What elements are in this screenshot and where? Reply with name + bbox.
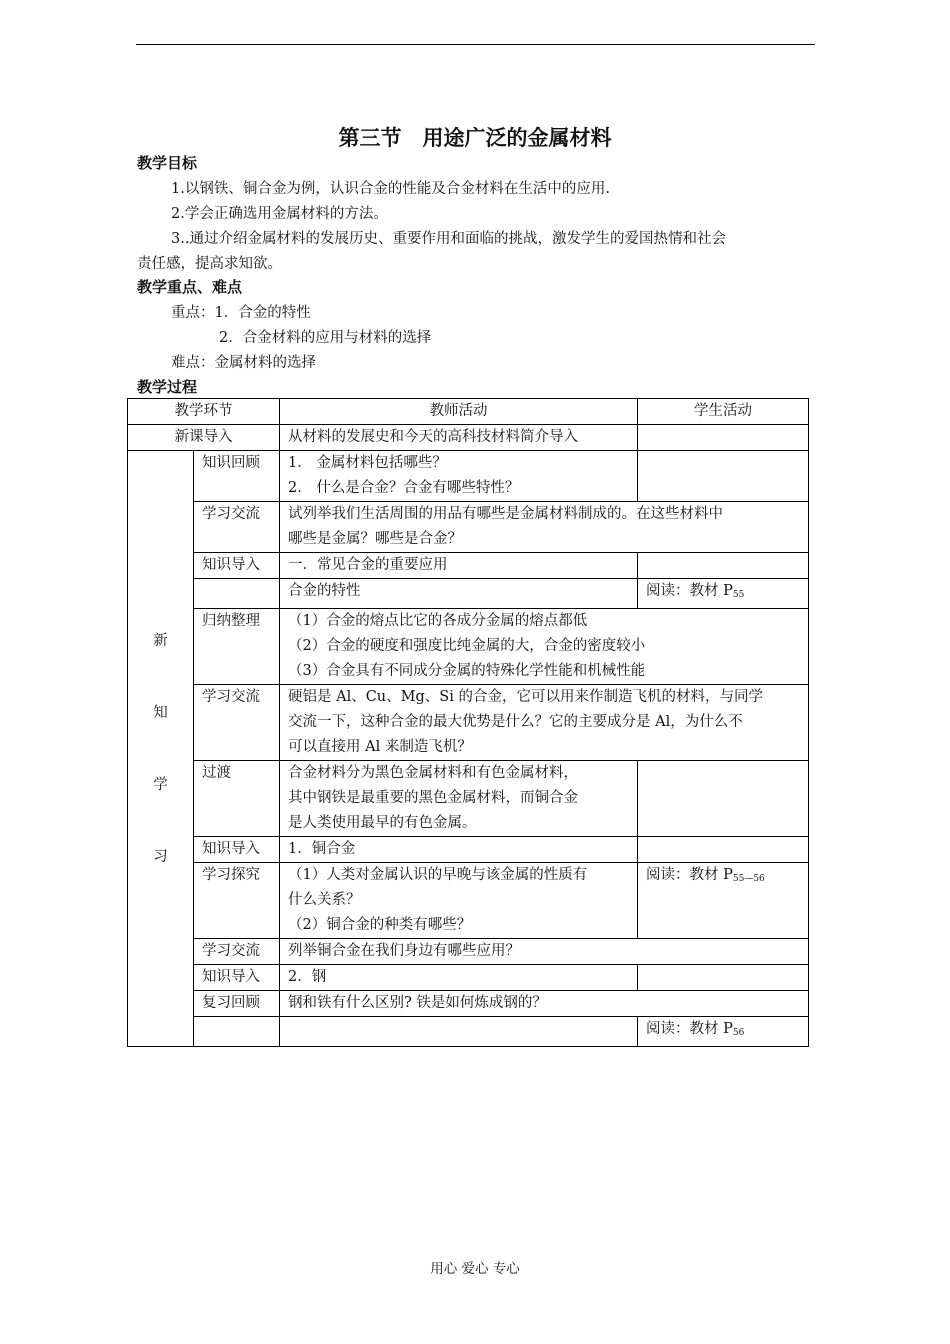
stage-cell: 知识导入 (194, 837, 280, 863)
activity-line: 试列举我们生活周围的用品有哪些是金属材料制成的。在这些材料中 (288, 506, 723, 522)
table-row-intro (128, 425, 809, 451)
student-activity-cell (638, 761, 809, 837)
stage-cell: 知识回顾 (194, 451, 280, 502)
table-row (128, 939, 809, 965)
student-activity-cell (638, 863, 809, 939)
teacher-activity-cell (280, 579, 638, 609)
header-rule (136, 44, 815, 45)
student-activity-cell (638, 579, 809, 609)
group-label-char: 习 (153, 848, 168, 865)
difficulty: 难点：金属材料的选择 (171, 355, 316, 371)
activity-line: （1）合金的熔点比它的各成分金属的熔点都低 (288, 613, 588, 629)
activity-line: 1．铜合金 (288, 841, 356, 857)
activity-line: （3）合金具有不同成分金属的特殊化学性能和机械性能 (288, 663, 646, 679)
objectives-heading: 教学目标 (137, 154, 198, 172)
student-activity-cell (638, 837, 809, 863)
teacher-activity-cell (280, 939, 809, 965)
table-header-row (128, 399, 809, 425)
table-row (128, 761, 809, 837)
group-label-new-knowledge (128, 451, 194, 1047)
focus-2: 2．合金材料的应用与材料的选择 (219, 330, 432, 346)
activity-line: 硬铝是 Al、Cu、Mg、Si 的合金，它可以用来作制造飞机的材料，与同学 (288, 689, 763, 705)
table-row (128, 579, 809, 609)
col-header-stage: 教学环节 (128, 399, 280, 425)
objective-3-cont: 责任感，提高求知欲。 (137, 256, 282, 272)
activity-line (288, 1017, 629, 1042)
table-row (128, 685, 809, 761)
stage-cell: 知识导入 (194, 965, 280, 991)
table-row (128, 837, 809, 863)
teacher-activity-cell (280, 553, 638, 579)
table-row (128, 553, 809, 579)
stage-cell: 学习交流 (194, 939, 280, 965)
objective-3: 3..通过介绍金属材料的发展历史、重要作用和面临的挑战，激发学生的爱国热情和社会 (171, 231, 726, 247)
activity-line: 钢和铁有什么区别? 铁是如何炼成钢的？ (288, 995, 547, 1011)
student-activity-text: 阅读：教材 P (646, 867, 733, 883)
teacher-activity-cell (280, 761, 638, 837)
activity-line: 是人类使用最早的有色金属。 (288, 815, 477, 831)
group-label-char: 学 (153, 776, 168, 793)
student-activity-cell (638, 1017, 809, 1047)
stage-cell: 学习探究 (194, 863, 280, 939)
page-footer: 用心 爱心 专心 (430, 1261, 520, 1277)
activity-line: （1）人类对金属认识的早晚与该金属的性质有 (288, 867, 588, 883)
stage-cell: 复习回顾 (194, 991, 280, 1017)
activity-line: 1． 金属材料包括哪些？ (288, 455, 447, 471)
teacher-activity-cell (280, 1017, 638, 1047)
stage-cell: 归纳整理 (194, 609, 280, 685)
intro-teacher: 从材料的发展史和今天的高科技材料简介导入 (280, 425, 638, 451)
table-row (128, 863, 809, 939)
student-activity-text: 阅读：教材 P (646, 1021, 733, 1037)
teacher-activity-cell (280, 451, 638, 502)
activity-line: 可以直接用 Al 来制造飞机？ (288, 739, 472, 755)
student-activity-cell (638, 965, 809, 991)
process-table (127, 398, 809, 1047)
page-range-subscript: 55 (732, 590, 745, 600)
col-header-student: 学生活动 (638, 399, 809, 425)
student-activity-cell (638, 553, 809, 579)
col-header-teacher: 教师活动 (280, 399, 638, 425)
table-row (128, 991, 809, 1017)
teacher-activity-cell (280, 863, 638, 939)
process-heading: 教学过程 (137, 378, 198, 396)
teacher-activity-cell (280, 502, 809, 553)
activity-line: （2）铜合金的种类有哪些？ (288, 917, 472, 933)
teacher-activity-cell (280, 965, 638, 991)
activity-line: 列举铜合金在我们身边有哪些应用？ (288, 943, 520, 959)
student-activity-text: 阅读：教材 P (646, 583, 733, 599)
objective-2: 2.学会正确选用金属材料的方法。 (171, 206, 388, 222)
table-row (128, 609, 809, 685)
activity-line: 什么关系？ (288, 892, 361, 908)
stage-cell (194, 1017, 280, 1047)
objective-1: 1.以钢铁、铜合金为例，认识合金的性能及合金材料在生活中的应用. (171, 181, 610, 197)
table-row (128, 451, 809, 502)
teacher-activity-cell (280, 609, 809, 685)
stage-cell: 知识导入 (194, 553, 280, 579)
activity-line: 交流一下，这种合金的最大优势是什么？它的主要成分是 Al，为什么不 (288, 714, 743, 730)
activity-line: 2．钢 (288, 969, 327, 985)
stage-cell: 学习交流 (194, 502, 280, 553)
page-range-subscript: 56 (732, 1028, 745, 1038)
activity-line: 合金材料分为黑色金属材料和有色金属材料， (288, 765, 578, 781)
activity-line: 其中钢铁是最重要的黑色金属材料，而铜合金 (288, 790, 578, 806)
focus-1: 重点：1．合金的特性 (171, 305, 311, 321)
group-label-char: 新 (153, 632, 168, 649)
intro-stage: 新课导入 (128, 425, 280, 451)
activity-line: 一．常见合金的重要应用 (288, 557, 448, 573)
activity-line: 哪些是金属？哪些是合金？ (288, 531, 462, 547)
group-label-char: 知 (153, 704, 168, 721)
table-row (128, 1017, 809, 1047)
key-points-heading: 教学重点、难点 (137, 278, 243, 296)
student-activity-cell (638, 451, 809, 502)
page-title: 第三节 用途广泛的金属材料 (338, 126, 612, 150)
table-row (128, 502, 809, 553)
teacher-activity-cell (280, 685, 809, 761)
teacher-activity-cell (280, 837, 638, 863)
teacher-activity-cell (280, 991, 809, 1017)
page-range-subscript: 55—56 (732, 874, 765, 884)
activity-line: 合金的特性 (288, 583, 361, 599)
stage-cell: 学习交流 (194, 685, 280, 761)
stage-cell: 过渡 (194, 761, 280, 837)
intro-student (638, 425, 809, 451)
activity-line: 2． 什么是合金？合金有哪些特性？ (288, 480, 520, 496)
activity-line: （2）合金的硬度和强度比纯金属的大，合金的密度较小 (288, 638, 646, 654)
table-row (128, 965, 809, 991)
stage-cell (194, 579, 280, 609)
